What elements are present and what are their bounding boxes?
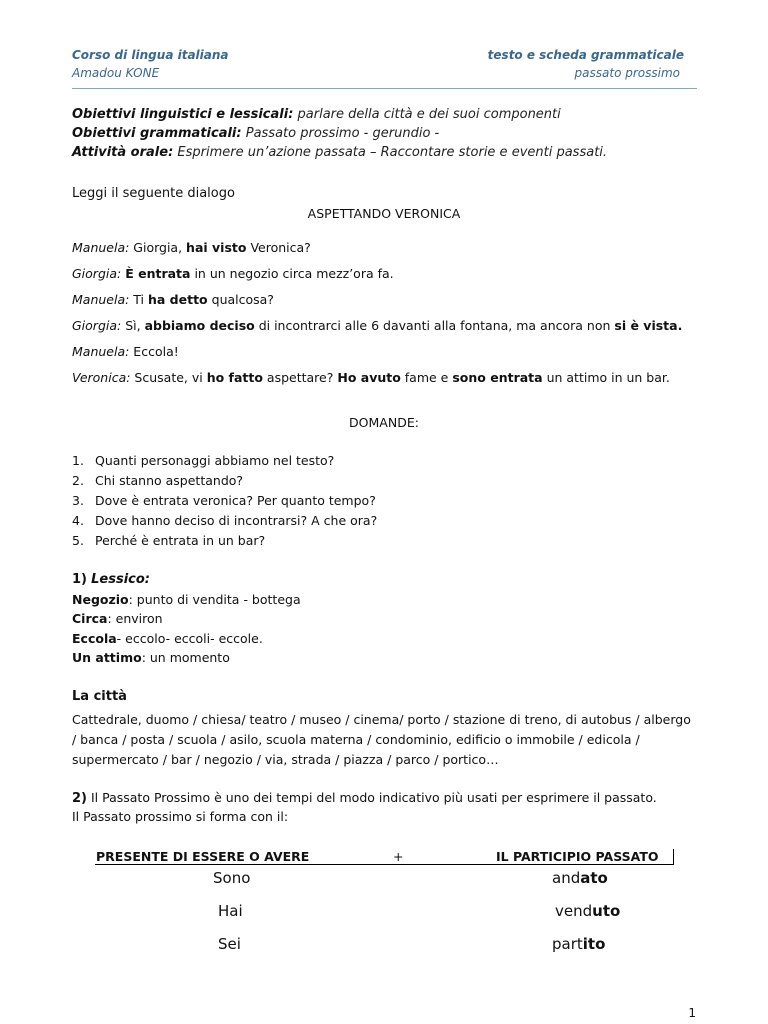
lessico-item: Un attimo: un momento <box>72 650 230 665</box>
objective-oral: Attività orale: Esprimere un’azione passata – Raccontare storie e eventi passati. <box>72 145 608 160</box>
header-divider <box>72 88 697 89</box>
dialogue-line: Manuela: Giorgia, hai visto Veronica? <box>72 240 311 255</box>
lessico-item: Negozio: punto di vendita - bottega <box>72 592 301 607</box>
table-header-aux: PRESENTE DI ESSERE O AVERE <box>96 849 310 864</box>
questions-list <box>72 451 377 551</box>
reading-instruction: Leggi il seguente dialogo <box>72 186 235 201</box>
dialogue-title: ASPETTANDO VERONICA <box>307 206 461 221</box>
header-author: Amadou KONE <box>72 66 160 80</box>
table-header-border <box>673 849 674 865</box>
lessico-heading: 1) Lessico: <box>72 572 151 587</box>
table-header-underline <box>95 864 674 865</box>
citta-vocabulary: Cattedrale, duomo / chiesa/ teatro / museo / cinema/ porto / stazione di treno, di autobus / albergo / banca / posta / scuola / asilo, scuola materna / condominio, edificio o immobile / edicola / supermercato / bar / negozio / via, strada / piazza / parco / portico… <box>72 712 691 767</box>
table-cell-participle: partito <box>552 935 606 953</box>
list-item: 2. Chi stanno aspettando? <box>72 473 244 488</box>
table-header-participle: IL PARTICIPIO PASSATO <box>496 849 659 864</box>
dialogue-line: Manuela: Ti ha detto qualcosa? <box>72 292 274 307</box>
header-topic: passato prossimo <box>574 66 680 80</box>
header-doc-type: testo e scheda grammaticale <box>487 48 684 62</box>
passato-formation: Il Passato prossimo si forma con il: <box>72 809 289 824</box>
dialogue-line: Giorgia: È entrata in un negozio circa mezz’ora fa. <box>72 266 394 281</box>
passato-intro: 2) Il Passato Prossimo è uno dei tempi del modo indicativo più usati per esprimere il passato. <box>72 790 657 806</box>
table-cell-aux: Sei <box>218 935 241 953</box>
header-course-title: Corso di lingua italiana <box>72 48 229 62</box>
dialogue-line: Manuela: Eccola! <box>72 344 179 359</box>
table-cell-aux: Sono <box>213 869 251 887</box>
list-item: 4. Dove hanno deciso di incontrarsi? A che ora? <box>72 513 378 528</box>
table-cell-participle: venduto <box>555 902 621 920</box>
citta-heading: La città <box>72 689 127 704</box>
page-number: 1 <box>688 1006 696 1020</box>
objective-grammar: Obiettivi grammaticali: Passato prossimo - gerundio - <box>72 126 440 141</box>
list-item: 3. Dove è entrata veronica? Per quanto tempo? <box>72 493 376 508</box>
table-cell-aux: Hai <box>218 902 243 920</box>
dialogue-line: Veronica: Scusate, vi ho fatto aspettare? Ho avuto fame e sono entrata un attimo in un bar. <box>72 370 670 385</box>
list-item: 5. Perché è entrata in un bar? <box>72 533 266 548</box>
table-header-plus: + <box>393 849 404 864</box>
lessico-item: Circa: environ <box>72 611 163 626</box>
list-item: 1. Quanti personaggi abbiamo nel testo? <box>72 453 335 468</box>
questions-title: DOMANDE: <box>349 415 419 430</box>
dialogue-line: Giorgia: Sì, abbiamo deciso di incontrarci alle 6 davanti alla fontana, ma ancora non si è vista. <box>72 318 683 333</box>
objective-linguistic: Obiettivi linguistici e lessicali: parlare della città e dei suoi componenti <box>72 107 561 122</box>
table-cell-participle: andato <box>552 869 608 887</box>
lessico-item: Eccola- eccolo- eccoli- eccole. <box>72 631 263 646</box>
